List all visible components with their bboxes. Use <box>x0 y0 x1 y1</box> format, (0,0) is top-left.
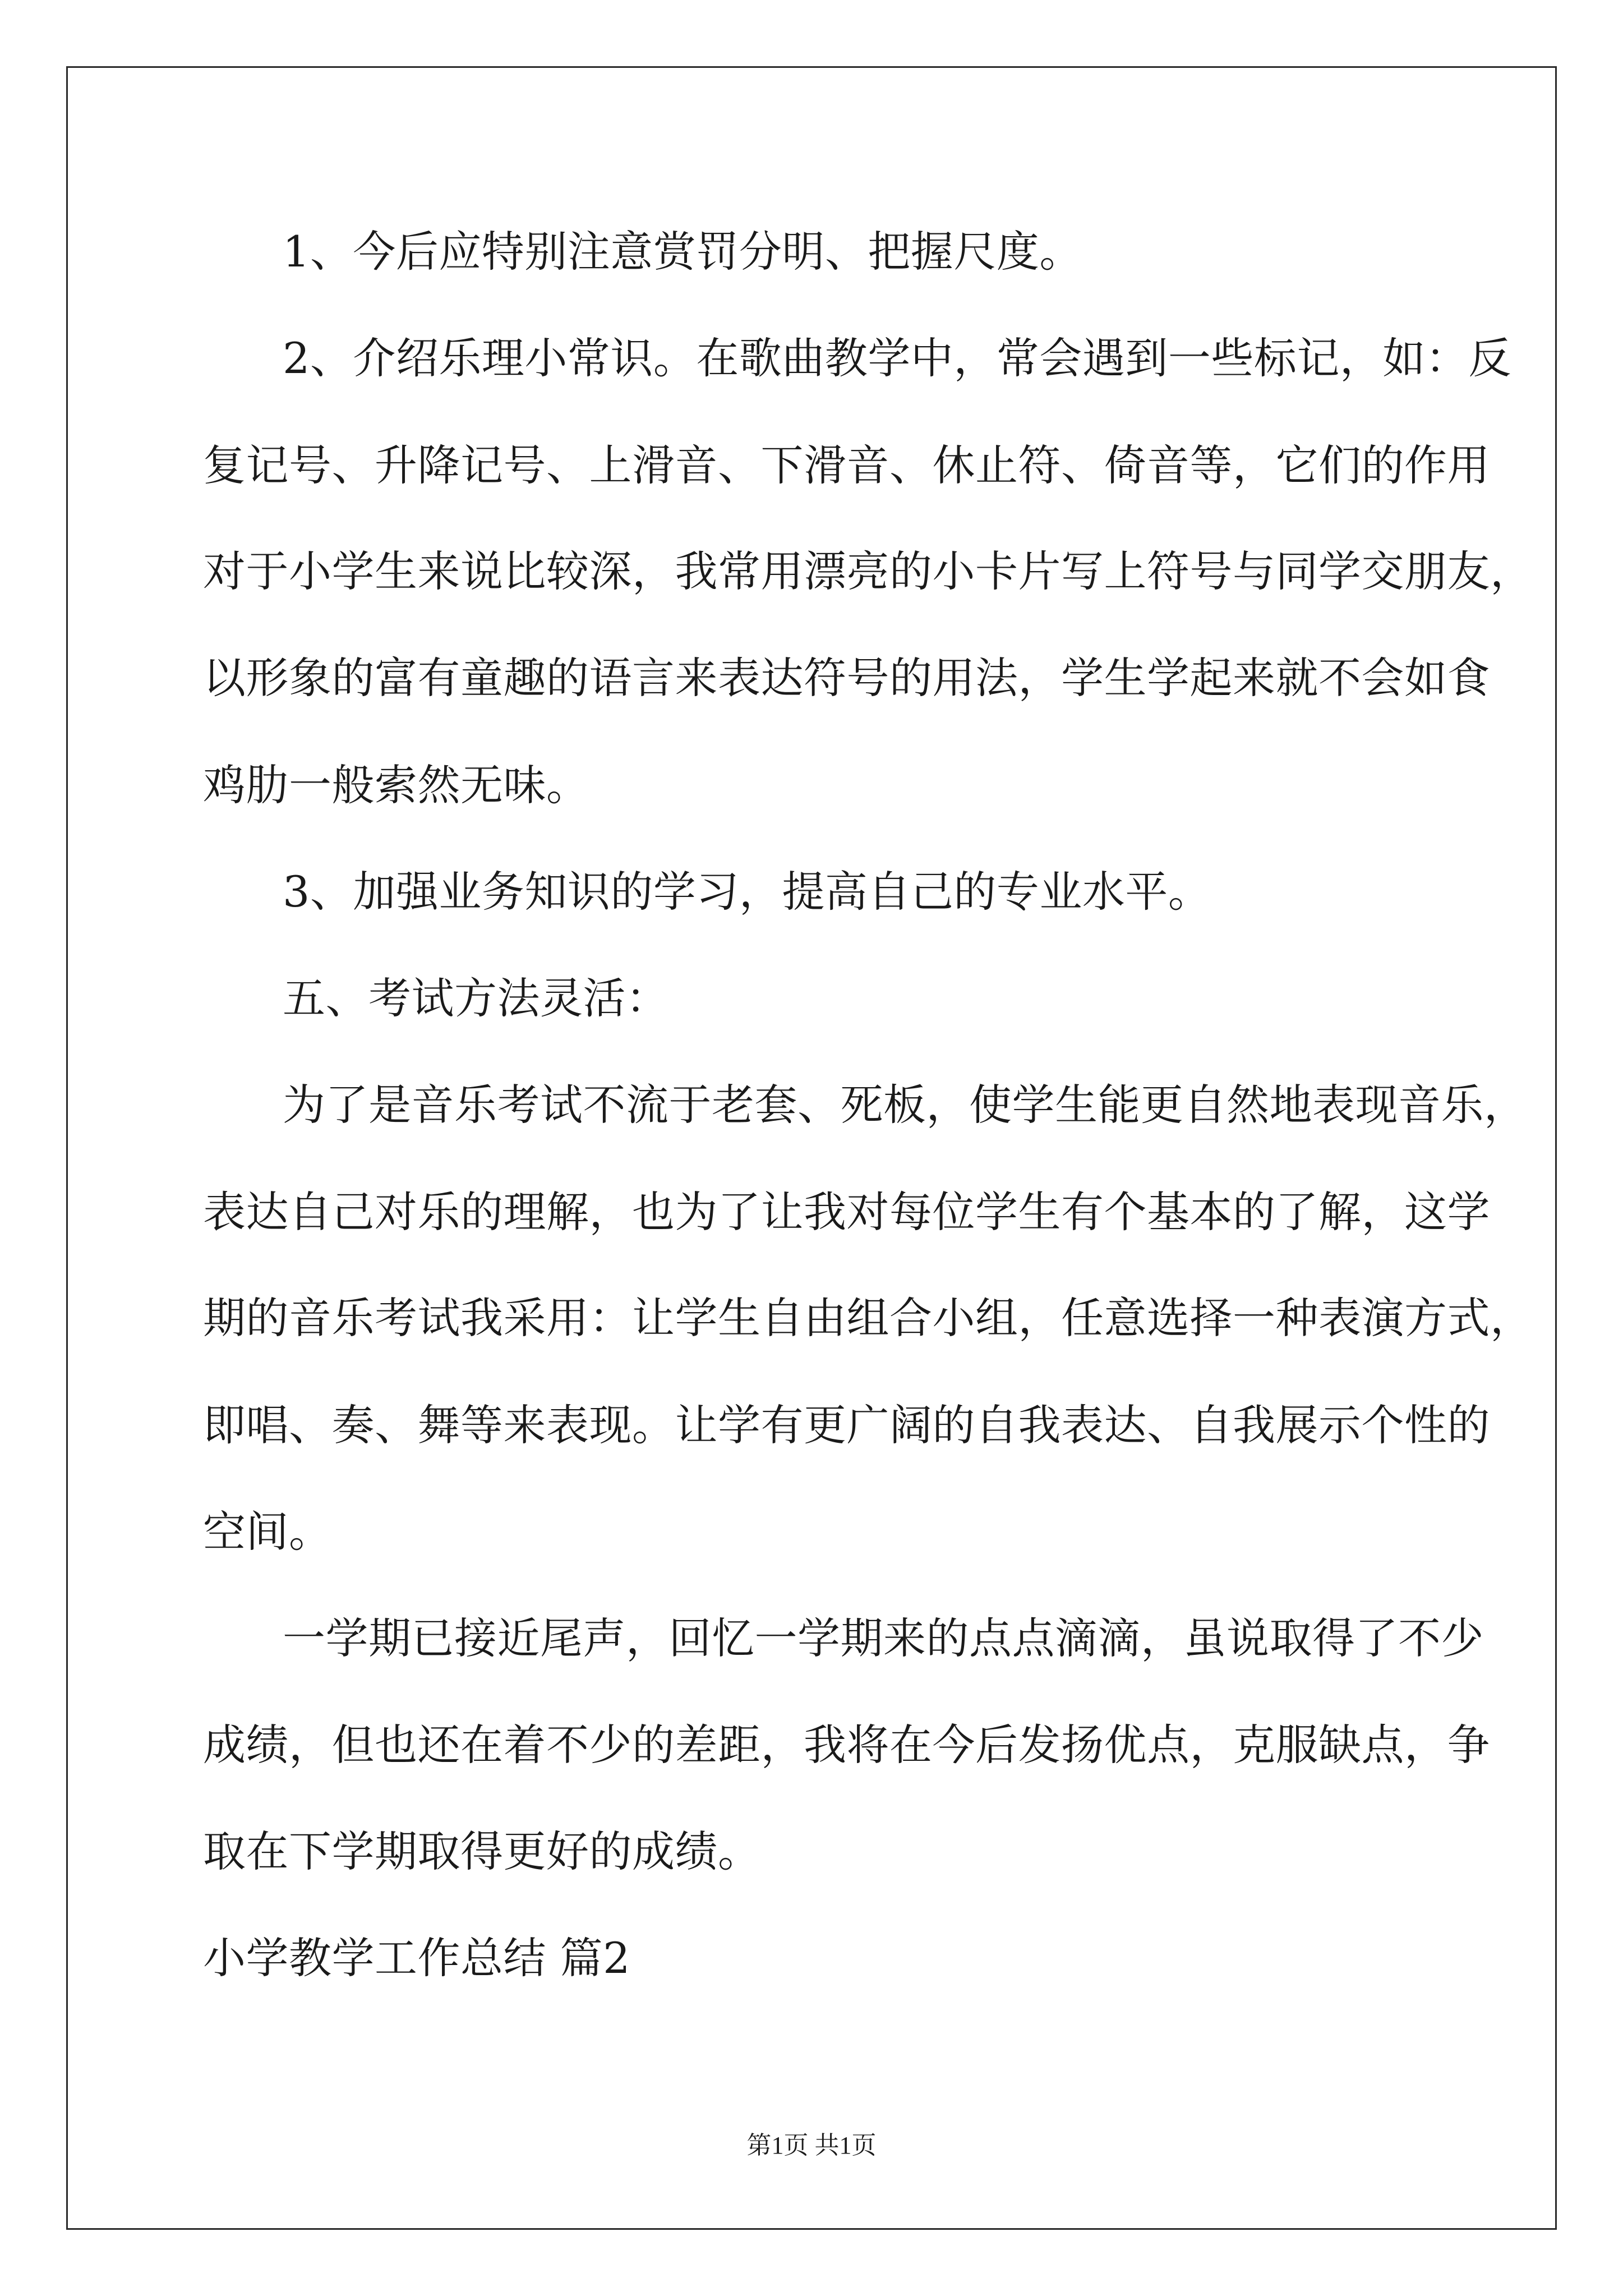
paragraph-line: 表达自己对乐的理解，也为了让我对每位学生有个基本的了解，这学 <box>203 1187 1490 1237</box>
paragraph-line: 复记号、升降记号、上滑音、下滑音、休止符、倚音等，它们的作用 <box>203 440 1490 490</box>
paragraph-line: 2、介绍乐理小常识。在歌曲教学中，常会遇到一些标记，如：反 <box>283 333 1511 383</box>
paragraph-line: 1、今后应特别注意赏罚分明、把握尺度。 <box>283 227 1082 277</box>
paragraph-line: 期的音乐考试我采用：让学生自由组合小组，任意选择一种表演方式， <box>203 1293 1533 1343</box>
paragraph-line: 对于小学生来说比较深，我常用漂亮的小卡片写上符号与同学交朋友， <box>203 546 1533 596</box>
paragraph-line: 为了是音乐考试不流于老套、死板，使学生能更自然地表现音乐， <box>283 1080 1527 1130</box>
page-border <box>66 66 1557 2230</box>
page-number-footer: 第1页 共1页 <box>746 2132 877 2159</box>
paragraph-line: 空间。 <box>203 1507 332 1557</box>
paragraph-line: 取在下学期取得更好的成绩。 <box>203 1826 761 1876</box>
section-heading: 五、考试方法灵活： <box>283 973 669 1023</box>
paragraph-line: 成绩，但也还在着不少的差距，我将在今后发扬优点，克服缺点，争 <box>203 1720 1490 1770</box>
paragraph-line: 一学期已接近尾声，回忆一学期来的点点滴滴，虽说取得了不少 <box>283 1613 1484 1663</box>
paragraph-line: 鸡肋一般索然无味。 <box>203 760 589 810</box>
paragraph-line: 3、加强业务知识的学习，提高自己的专业水平。 <box>283 867 1211 917</box>
paragraph-line: 即唱、奏、舞等来表现。让学有更广阔的自我表达、自我展示个性的 <box>203 1400 1490 1450</box>
article-title: 小学教学工作总结 篇2 <box>203 1933 631 1983</box>
paragraph-line: 以形象的富有童趣的语言来表达符号的用法，学生学起来就不会如食 <box>203 653 1490 703</box>
